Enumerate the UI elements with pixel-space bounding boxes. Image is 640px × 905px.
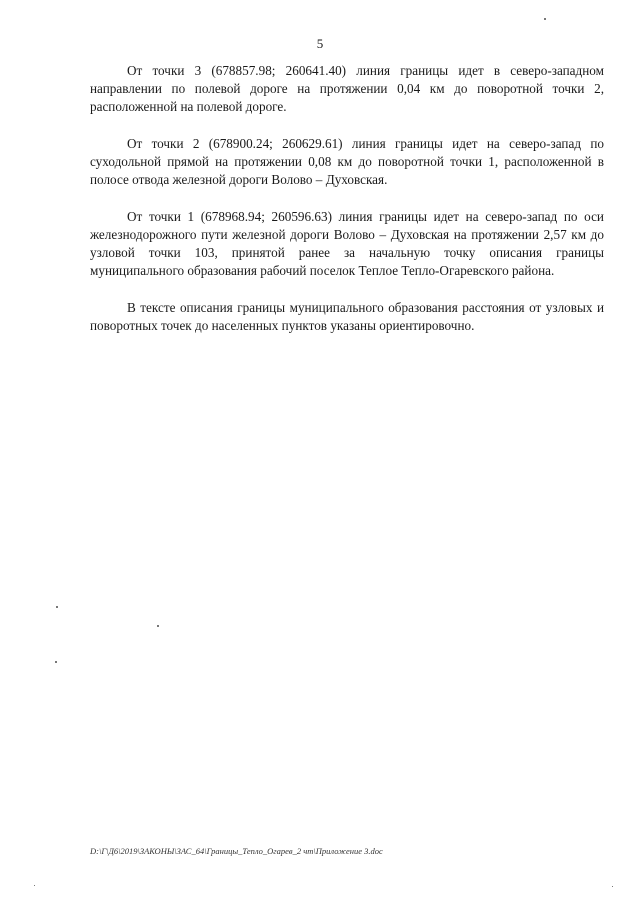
paragraph-point-3: От точки 3 (678857.98; 260641.40) линия границы идет в северо-западном направлении по полевой дороге на протяжении 0,04 км до поворотной точки 2, расположенной на полевой дороге. [90, 63, 604, 114]
document-body [90, 62, 604, 354]
page-number: 5 [316, 36, 324, 51]
scan-speck [55, 661, 57, 663]
scan-speck [612, 886, 613, 887]
footer-file-path: D:\Г\Д6\2019\ЗАКОНЫ\ЗАС_64\Границы_Тепло_Огарев_2 чт\Приложение 3.doc [90, 846, 383, 856]
scan-speck [56, 606, 58, 608]
scan-speck [34, 885, 35, 886]
scan-speck [157, 625, 159, 627]
paragraph-distance-note: В тексте описания границы муниципального образования расстояния от узловых и поворотных точек до населенных пунктов указаны ориентировочно. [90, 300, 604, 333]
scan-speck [544, 18, 546, 20]
paragraph-point-2: От точки 2 (678900.24; 260629.61) линия границы идет на северо-запад по суходольной прямой на протяжении 0,08 км до поворотной точки 1, расположенной в полосе отвода железной дороги Волово – Духовская. [90, 136, 604, 187]
paragraph-point-1: От точки 1 (678968.94; 260596.63) линия границы идет на северо-запад по оси железнодорожного пути железной дороги Волово – Духовская на протяжении 2,57 км до узловой точки 103, принятой ранее за начальную точку описания границы муниципального образования рабочий поселок Теплое Тепло-Огаревского района. [90, 209, 604, 278]
